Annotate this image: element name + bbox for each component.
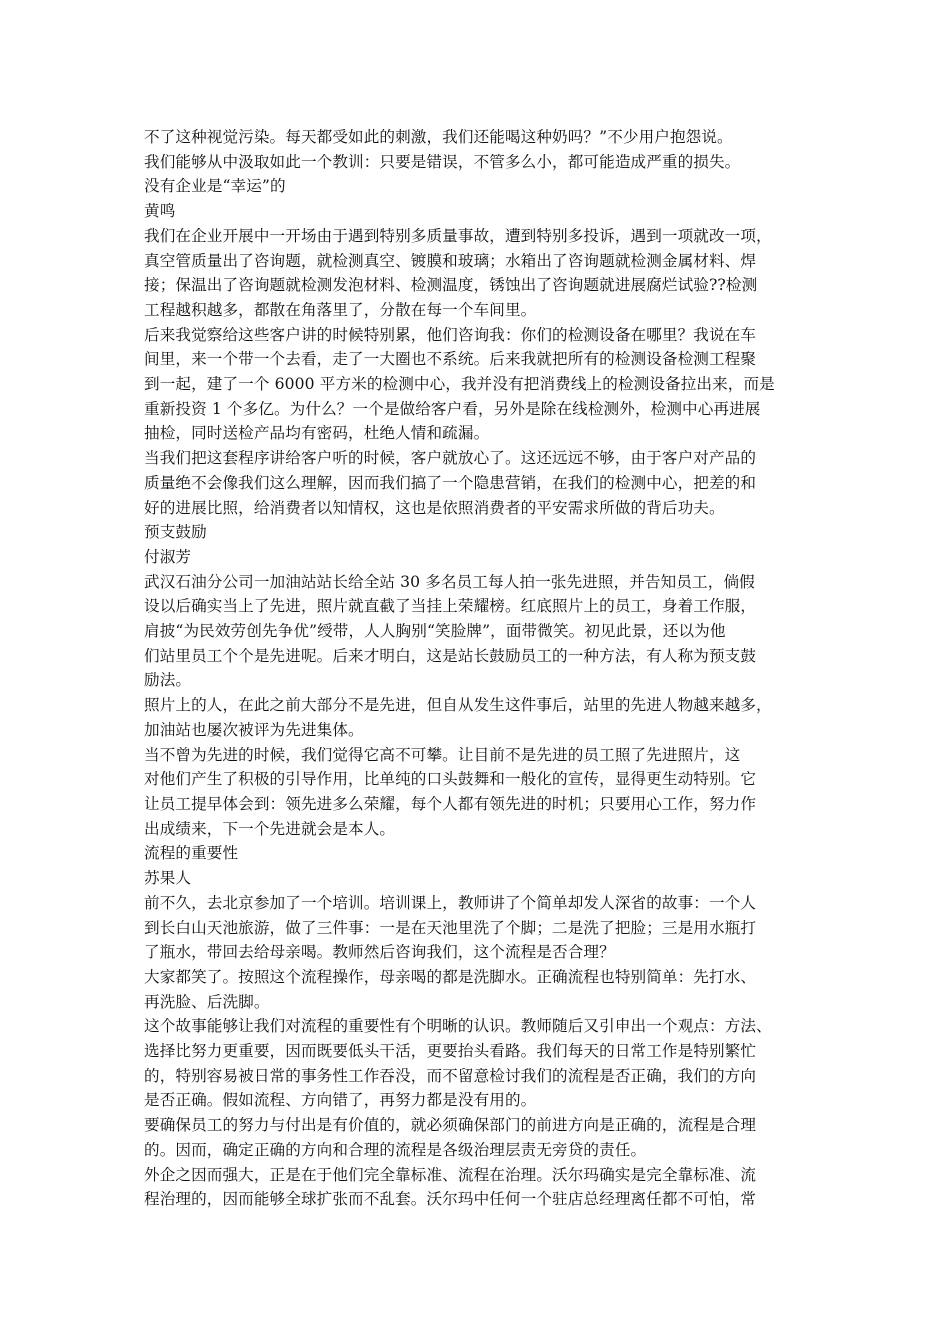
text-line: 们站里员工个个是先进呢。后来才明白，这是站长鼓励员工的一种方法，有人称为预支鼓 <box>144 646 757 665</box>
text-line: 这个故事能够让我们对流程的重要性有个明晰的认识。教师随后又引申出一个观点：方法、 <box>144 1017 772 1036</box>
text-line: 质量绝不会像我们这么理解，因而我们搞了一个隐患营销，在我们的检测中心，把差的和 <box>144 473 757 492</box>
text-line: 我们能够从中汲取如此一个教训：只要是错误，不管多么小，都可能造成严重的损失。 <box>144 152 741 171</box>
section-title: 没有企业是“幸运”的 <box>144 177 286 196</box>
text-line: 肩披“为民效劳创先争优”绶带，人人胸别“笑脸牌”，面带微笑。初见此景，还以为他 <box>144 622 726 641</box>
text-line: 接；保温出了咨询题就检测发泡材料、检测温度，锈蚀出了咨询题就进展腐烂试验??检测 <box>144 276 758 295</box>
text-line: 是否正确。假如流程、方向错了，再努力都是没有用的。 <box>144 1091 537 1110</box>
text-line: 加油站也屡次被评为先进集体。 <box>144 720 364 739</box>
text-line: 设以后确实当上了先进，照片就直截了当挂上荣耀榜。红底照片上的员工，身着工作服， <box>144 597 757 616</box>
text-line: 工程越积越多，都散在角落里了，分散在每一个车间里。 <box>144 300 537 319</box>
text-line: 到长白山天池旅游，做了三件事：一是在天池里洗了个脚；二是洗了把脸；三是用水瓶打 <box>144 918 757 937</box>
text-line: 的，特别容易被日常的事务性工作吞没，而不留意检讨我们的流程是否正确，我们的方向 <box>144 1066 757 1085</box>
text-line: 选择比努力更重要，因而既要低头干活，更要抬头看路。我们每天的日常工作是特别繁忙 <box>144 1042 757 1061</box>
text-line: 出成绩来，下一个先进就会是本人。 <box>144 819 396 838</box>
text-line: 再洗脸、后洗脚。 <box>144 992 270 1011</box>
text-line: 当我们把这套程序讲给客户听的时候，客户就放心了。这还远远不够，由于客户对产品的 <box>144 449 757 468</box>
text-line: 重新投资 1 个多亿。为什么？一个是做给客户看，另外是除在线检测外，检测中心再进展 <box>144 399 761 418</box>
text-line: 抽检，同时送检产品均有密码，杜绝人情和疏漏。 <box>144 424 490 443</box>
section-title: 预支鼓励 <box>144 523 207 542</box>
text-line: 间里，来一个带一个去看，走了一大圈也不系统。后来我就把所有的检测设备检测工程聚 <box>144 350 757 369</box>
text-line: 了瓶水，带回去给母亲喝。教师然后咨询我们，这个流程是否合理？ <box>144 943 615 962</box>
author-name: 苏果人 <box>144 869 192 888</box>
text-line: 武汉石油分公司一加油站站长给全站 30 多名员工每人拍一张先进照，并告知员工，倘假 <box>144 572 755 591</box>
text-line: 真空管质量出了咨询题，就检测真空、镀膜和玻璃；水箱出了咨询题就检测金属材料、焊 <box>144 251 757 270</box>
text-line: 程治理的，因而能够全球扩张而不乱套。沃尔玛中任何一个驻店总经理离任都不可怕，常 <box>144 1190 757 1209</box>
text-line: 外企之因而强大，正是在于他们完全靠标准、流程在治理。沃尔玛确实是完全靠标准、流 <box>144 1165 757 1184</box>
text-line: 我们在企业开展中一开场由于遇到特别多质量事故，遭到特别多投诉，遇到一项就改一项， <box>144 226 772 245</box>
text-line: 照片上的人，在此之前大部分不是先进，但自从发生这件事后，站里的先进人物越来越多， <box>144 696 772 715</box>
text-line: 让员工提早体会到：领先进多么荣耀，每个人都有领先进的时机；只要用心工作，努力作 <box>144 794 757 813</box>
text-line: 前不久，去北京参加了一个培训。培训课上，教师讲了个简单却发人深省的故事：一个人 <box>144 893 757 912</box>
text-line: 到一起，建了一个 6000 平方米的检测中心，我并没有把消费线上的检测设备拉出来，而是 <box>144 375 775 394</box>
text-line: 对他们产生了积极的引导作用，比单纯的口头鼓舞和一般化的宣传，显得更生动特别。它 <box>144 770 757 789</box>
text-line: 后来我觉察给这些客户讲的时候特别累，他们咨询我：你们的检测设备在哪里？我说在车 <box>144 325 757 344</box>
text-line: 不了这种视觉污染。每天都受如此的刺激，我们还能喝这种奶吗？”不少用户抱怨说。 <box>144 128 733 146</box>
document-page <box>144 125 816 1212</box>
author-name: 黄鸣 <box>144 202 176 221</box>
text-line: 好的进展比照，给消费者以知情权，这也是依照消费者的平安需求所做的背后功夫。 <box>144 498 725 517</box>
text-line: 要确保员工的努力与付出是有价值的，就必须确保部门的前进方向是正确的，流程是合理 <box>144 1116 757 1135</box>
author-name: 付淑芳 <box>144 547 192 566</box>
text-line: 励法。 <box>144 671 192 690</box>
text-line: 当不曾为先进的时候，我们觉得它高不可攀。让目前不是先进的员工照了先进照片，这 <box>144 745 741 764</box>
section-title: 流程的重要性 <box>144 844 239 863</box>
text-line: 大家都笑了。按照这个流程操作，母亲喝的都是洗脚水。正确流程也特别简单：先打水、 <box>144 967 757 986</box>
text-line: 的。因而，确定正确的方向和合理的流程是各级治理层责无旁贷的责任。 <box>144 1140 647 1159</box>
